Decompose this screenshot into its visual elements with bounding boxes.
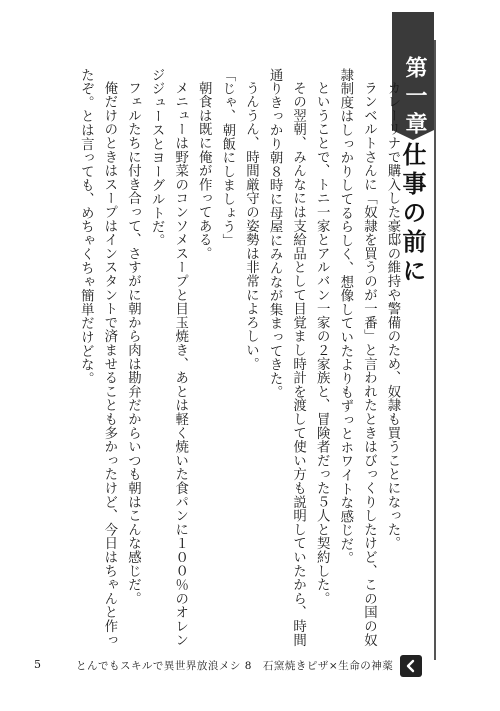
chapter-tab-rule <box>434 40 436 660</box>
page-number: 5 <box>34 658 41 671</box>
back-button[interactable] <box>400 655 422 677</box>
book-title: とんでもスキルで異世界放浪メシ 8 石窯焼きピザ×生命の神薬 <box>76 660 394 672</box>
chapter-title: 仕事の前に <box>398 142 426 287</box>
paragraph: ランベルトさんに「奴隷を買うのが一番」と言われたときはびっくりしたけど、この国の奴隷制度はしっかりしてるらしく、想像していたよりもずっとホワイトな感じだ。 <box>337 68 377 648</box>
paragraph: ということで、トニ一家とアルバン一家の２家族と、冒険者だった５人と契約した。 <box>314 81 330 606</box>
paragraph: 「じゃ、朝飯にしましょう」 <box>219 68 235 248</box>
chevron-left-icon <box>404 659 418 673</box>
paragraph: 俺だけのときはスープはインスタントで済ませることも多かったけど、今日はちゃんと作ったぞ。とは言っても、めちゃくちゃ簡単だけどな。 <box>78 68 117 648</box>
paragraph: フェルたちに付き合って、さすがに朝から肉は勘弁だからいつも朝はこんな感じだ。 <box>125 81 141 606</box>
paragraph: うんうん、時間厳守の姿勢は非常によろしい。 <box>243 81 259 372</box>
paragraph: メニューは野菜のコンソメスープと目玉焼き、あとは軽く焼いた食パンに１００％のオレンジジュースとヨーグルトだ。 <box>149 68 188 648</box>
body-text <box>74 68 404 653</box>
paragraph: カレーリナで購入した豪邸の維持や警備のため、奴隷も買うことになった。 <box>385 81 400 551</box>
paragraph: 朝食は既に俺が作ってある。 <box>196 81 212 261</box>
chapter-label: 第一章 <box>402 56 427 140</box>
paragraph: その翌朝、みんなには支給品として目覚まし時計を渡して使い方も説明していたから、時間通りきっかり朝８時に母屋にみんなが集まってきた。 <box>267 68 306 648</box>
